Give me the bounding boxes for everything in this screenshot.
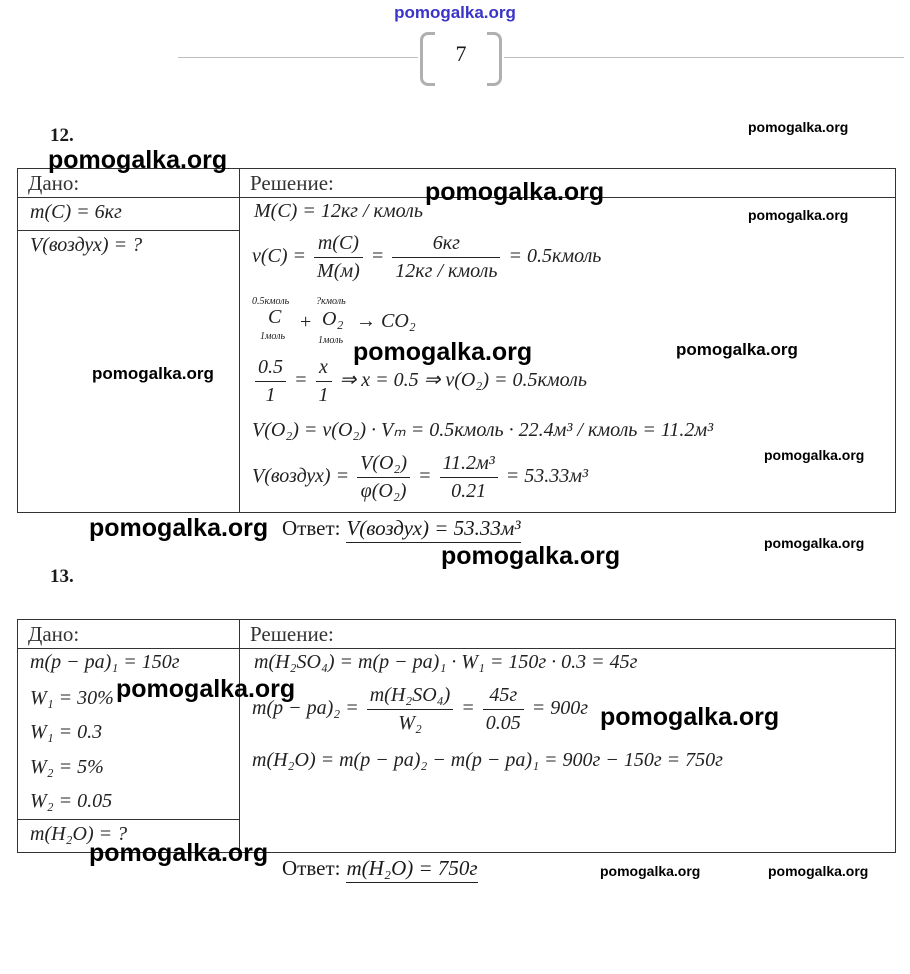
page-number-box bbox=[420, 28, 502, 84]
denominator: M(м) bbox=[317, 260, 360, 282]
page-number: 7 bbox=[455, 41, 467, 66]
task-12-given-header: Дано: bbox=[28, 171, 80, 195]
task-12-o2-volume: V(O₂) = ν(O₂) · Vₘ = 0.5кмоль · 22.4м³ / кмоль = 11.2м³ bbox=[252, 419, 714, 441]
denominator: 1 bbox=[265, 384, 276, 406]
reaction-product: → CO₂ bbox=[356, 310, 416, 332]
task-13-solution2-line: m(p − pa)₂ = $\frac{\text{m(H₂SO₄)}}{\text{W₂}}$ = $\frac{45г}{0.05}$ = 900г bbox=[252, 684, 589, 734]
denominator: 1 bbox=[318, 384, 329, 406]
task-13-header-divider bbox=[17, 648, 895, 649]
answer-value: m(H₂O) = 750г bbox=[346, 856, 477, 883]
denominator: 0.21 bbox=[451, 480, 487, 502]
task-13-water-mass: m(H₂O) = m(p − pa)₂ − m(p − pa)₁ = 900г − 150г = 750г bbox=[252, 749, 723, 771]
task-12-moles-line: ν(C) = $\frac{m(C)}{M(м)}$ = $\frac{6кг}{\text{12кг / кмоль}}$ = 0.5кмоль bbox=[252, 232, 602, 282]
numerator: 11.2м³ bbox=[440, 452, 498, 478]
watermark: pomogalka.org bbox=[89, 839, 269, 867]
task-12-solution-header: Решение: bbox=[250, 171, 334, 195]
moles-fraction-1 bbox=[314, 232, 363, 283]
solution2-result: = 900г bbox=[531, 697, 589, 720]
task-13-solution-header: Решение: bbox=[250, 622, 334, 646]
watermark: pomogalka.org bbox=[764, 535, 865, 551]
right-bracket bbox=[487, 32, 502, 86]
numerator: 45г bbox=[483, 684, 524, 710]
task-12-given-divider bbox=[17, 230, 239, 231]
task-13-given-w1-percent: W₁ = 30% bbox=[30, 687, 114, 709]
task-12-given-mass: m(C) = 6кг bbox=[30, 201, 122, 223]
task-13-given-w1-fraction: W₁ = 0.3 bbox=[30, 721, 103, 743]
task-13-acid-mass: m(H₂SO₄) = m(p − pa)₁ · W₁ = 150г · 0.3 = 45г bbox=[254, 651, 638, 673]
task-13-answer bbox=[282, 856, 478, 881]
task-13-number: 13. bbox=[50, 566, 74, 587]
watermark: pomogalka.org bbox=[89, 514, 269, 542]
denominator: φ(O₂) bbox=[360, 480, 407, 502]
denominator: 0.05 bbox=[485, 712, 521, 734]
reaction-top-c: 0.5кмоль bbox=[252, 296, 290, 307]
task-13-given-unknown: m(H₂O) = ? bbox=[30, 823, 128, 845]
task-13-given-w2-fraction: W₂ = 0.05 bbox=[30, 790, 113, 812]
task-13-given-solution-mass: m(p − pa)₁ = 150г bbox=[30, 651, 180, 673]
answer-label: Ответ: bbox=[282, 856, 341, 880]
reaction-c: C bbox=[268, 306, 282, 328]
moles-fraction-2 bbox=[392, 232, 500, 283]
watermark: pomogalka.org bbox=[676, 340, 798, 359]
task-12-number: 12. bbox=[50, 125, 74, 146]
proportion-fraction-a bbox=[255, 356, 286, 407]
watermark: pomogalka.org bbox=[353, 338, 533, 366]
proportion-result: ⇒ x = 0.5 ⇒ ν(O₂) = 0.5кмоль bbox=[339, 369, 587, 392]
air-fraction-1 bbox=[357, 452, 410, 503]
watermark: pomogalka.org bbox=[764, 447, 865, 463]
numerator: 6кг bbox=[392, 232, 500, 258]
watermark: pomogalka.org bbox=[600, 703, 780, 731]
watermark: pomogalka.org bbox=[92, 364, 214, 383]
moles-lhs: ν(C) = bbox=[252, 245, 307, 268]
header-rule-left bbox=[178, 57, 418, 58]
numerator: x bbox=[316, 356, 332, 382]
solution2-lhs: m(p − pa)₂ = bbox=[252, 697, 359, 720]
answer-label: Ответ: bbox=[282, 516, 341, 540]
reaction-top-o: ?кмоль bbox=[316, 296, 346, 307]
watermark: pomogalka.org bbox=[748, 119, 849, 135]
denominator: W₂ bbox=[398, 712, 422, 734]
task-13-column-divider bbox=[239, 619, 240, 852]
watermark: pomogalka.org bbox=[48, 146, 228, 174]
solution2-fraction-1 bbox=[367, 684, 454, 735]
watermark: pomogalka.org bbox=[425, 178, 605, 206]
answer-value: V(воздух) = 53.33м³ bbox=[346, 516, 520, 543]
reaction-o2: O₂ bbox=[322, 308, 344, 330]
denominator: 12кг / кмоль bbox=[395, 260, 498, 282]
reaction-plus: + bbox=[300, 311, 312, 333]
numerator: m(C) bbox=[314, 232, 363, 258]
air-lhs: V(воздух) = bbox=[252, 465, 350, 488]
numerator: m(H₂SO₄) bbox=[367, 684, 454, 710]
task-13-given-divider bbox=[17, 819, 239, 820]
watermark: pomogalka.org bbox=[768, 863, 869, 879]
air-fraction-2 bbox=[440, 452, 498, 503]
site-link[interactable]: pomogalka.org bbox=[394, 3, 516, 22]
task-12-column-divider bbox=[239, 168, 240, 512]
task-12-molar-mass: M(C) = 12кг / кмоль bbox=[254, 200, 423, 222]
reaction-bottom-o: 1моль bbox=[318, 335, 344, 346]
task-12-answer bbox=[282, 516, 521, 541]
watermark: pomogalka.org bbox=[600, 863, 701, 879]
watermark: pomogalka.org bbox=[441, 542, 621, 570]
solution2-fraction-2 bbox=[483, 684, 524, 735]
proportion-fraction-b bbox=[316, 356, 332, 407]
task-13-given-w2-percent: W₂ = 5% bbox=[30, 756, 104, 778]
header-rule-right bbox=[504, 57, 904, 58]
watermark: pomogalka.org bbox=[116, 675, 296, 703]
air-result: = 53.33м³ bbox=[505, 465, 589, 488]
numerator: 0.5 bbox=[255, 356, 286, 382]
task-12-proportion-line: $\frac{0.5}{1}$ = $\frac{x}{1}$ ⇒ x = 0.5 ⇒ ν(O₂) = 0.5кмоль bbox=[252, 356, 587, 407]
task-12-air-volume-line: V(воздух) = $\frac{\text{V(O₂)}}{\text{φ(O₂)}}$ = $\frac{\text{11.2м³}}{0.21}$ = 53.33м³ bbox=[252, 452, 589, 502]
watermark: pomogalka.org bbox=[748, 207, 849, 223]
moles-result: = 0.5кмоль bbox=[508, 245, 602, 268]
task-13-given-header: Дано: bbox=[28, 622, 80, 646]
left-bracket bbox=[420, 32, 435, 86]
task-12-given-unknown: V(воздух) = ? bbox=[30, 234, 143, 256]
reaction-bottom-c: 1моль bbox=[260, 331, 286, 342]
numerator: V(O₂) bbox=[357, 452, 410, 478]
